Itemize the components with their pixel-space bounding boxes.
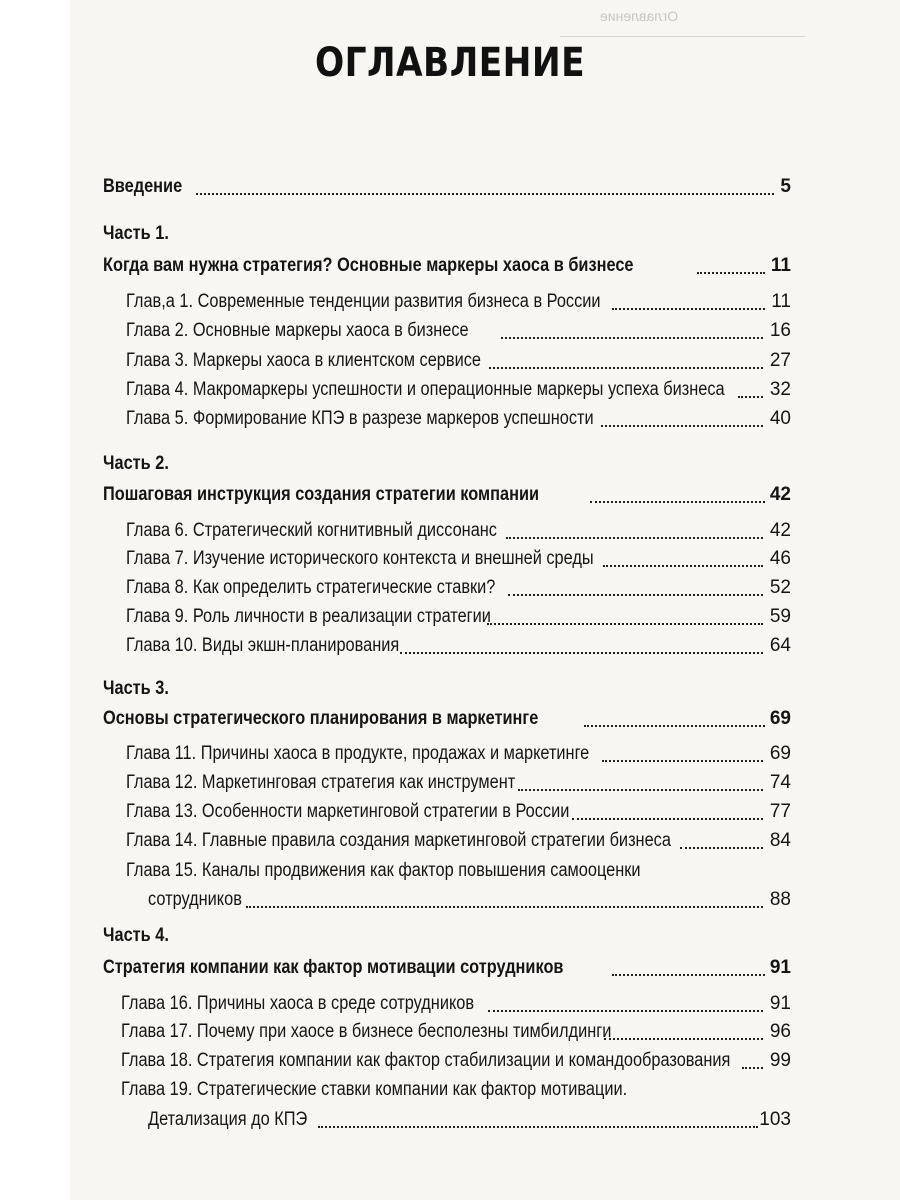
part-number: Часть 2. (103, 453, 169, 474)
dot-leader (196, 193, 774, 195)
toc-entry[interactable] (0, 827, 900, 855)
toc-entry[interactable] (0, 317, 900, 345)
dot-leader (488, 1010, 763, 1012)
dot-leader (501, 337, 763, 339)
toc-entry-label: Детализация до КПЭ (148, 1109, 308, 1130)
toc-entry-label: Глав,а 1. Современные тенденции развития бизнеса в России (126, 291, 601, 312)
toc-entry-label: Глава 6. Стратегический когнитивный диссонанс (126, 520, 497, 541)
toc-entry-page: 91 (769, 957, 791, 978)
toc-entry-continuation[interactable] (0, 886, 900, 914)
toc-entry-label: Глава 10. Виды экшн-планирования (126, 635, 400, 656)
toc-part-title[interactable] (0, 252, 900, 280)
toc-part-title[interactable] (0, 705, 900, 733)
toc-entry-label: Глава 5. Формирование КПЭ в разрезе маркеров успешности (126, 408, 594, 429)
toc-entry-label: Глава 13. Особенности маркетинговой стратегии в России (126, 801, 570, 822)
toc-entry-continuation[interactable] (0, 1106, 900, 1134)
page-title: ОГЛАВЛЕНИЕ (314, 40, 586, 86)
toc-entry-page: 11 (770, 255, 791, 276)
toc-entry-page: 42 (769, 520, 791, 541)
toc-entry-page: 64 (769, 635, 791, 656)
toc-entry[interactable] (0, 603, 900, 631)
dot-leader (318, 1126, 758, 1128)
toc-entry[interactable] (0, 517, 900, 545)
toc-entry-page: 69 (769, 743, 791, 764)
toc-entry-label: Глава 12. Маркетинговая стратегия как инструмент (126, 772, 516, 793)
toc-entry-page: 40 (769, 408, 791, 429)
part-number: Часть 1. (103, 223, 169, 244)
dot-leader (246, 906, 763, 908)
toc-entry-label: Глава 7. Изучение исторического контекста и внешней среды (126, 548, 594, 569)
toc-entry-page: 59 (769, 606, 791, 627)
toc-entry-label: Глава 14. Главные правила создания маркетинговой стратегии бизнеса (126, 830, 671, 851)
toc-entry-label: Глава 11. Причины хаоса в продукте, продажах и маркетинге (126, 743, 590, 764)
toc-entry-page: 52 (769, 577, 791, 598)
toc-entry[interactable] (0, 632, 900, 660)
toc-entry-multiline[interactable] (0, 1076, 900, 1104)
toc-entry[interactable] (0, 347, 900, 375)
toc-entry-label: Основы стратегического планирования в маркетинге (103, 708, 539, 729)
toc-entry[interactable] (0, 405, 900, 433)
toc-entry[interactable] (0, 990, 900, 1018)
toc-part-title[interactable] (0, 481, 900, 509)
toc-entry-label: Стратегия компании как фактор мотивации сотрудников (103, 957, 564, 978)
bleed-through-rule (560, 36, 805, 37)
toc-entry-page: 77 (769, 801, 791, 822)
toc-entry[interactable] (0, 376, 900, 404)
toc-entry-label: Введение (103, 176, 183, 197)
dot-leader (506, 537, 763, 539)
toc-entry-page: 91 (769, 993, 791, 1014)
toc-entry-label: Пошаговая инструкция создания стратегии компании (103, 484, 540, 505)
dot-leader (487, 623, 763, 625)
toc-entry-label: Глава 9. Роль личности в реализации стратегии (126, 606, 491, 627)
toc-entry-page: 16 (769, 320, 791, 341)
toc-entry-label: Глава 19. Стратегические ставки компании как фактор мотивации. (121, 1079, 628, 1100)
toc-entry-label: Глава 16. Причины хаоса в среде сотрудников (121, 993, 475, 1014)
part-number: Часть 4. (103, 925, 169, 946)
part-number: Часть 3. (103, 678, 169, 699)
toc-entry-page: 46 (769, 548, 791, 569)
toc-entry-label: Глава 8. Как определить стратегические ставки? (126, 577, 496, 598)
dot-leader (518, 789, 763, 791)
toc-part-title[interactable] (0, 954, 900, 982)
toc-entry-page: 99 (769, 1050, 791, 1071)
toc-entry-intro[interactable] (0, 173, 900, 201)
toc-entry-page: 42 (769, 484, 791, 505)
toc-entry[interactable] (0, 288, 900, 316)
toc-entry[interactable] (0, 545, 900, 573)
toc-entry[interactable] (0, 798, 900, 826)
dot-leader (400, 652, 763, 654)
dot-leader (489, 367, 763, 369)
toc-entry-label: Глава 4. Макромаркеры успешности и операционные маркеры успеха бизнеса (126, 379, 725, 400)
bleed-through-header: Оглавление (600, 8, 679, 24)
toc-entry-label: Глава 15. Каналы продвижения как фактор повышения самооценки (126, 860, 641, 881)
toc-entry[interactable] (0, 574, 900, 602)
toc-entry[interactable] (0, 1047, 900, 1075)
toc-entry-multiline[interactable] (0, 857, 900, 885)
toc-entry[interactable] (0, 740, 900, 768)
toc-entry-label: Когда вам нужна стратегия? Основные маркеры хаоса в бизнесе (103, 255, 634, 276)
dot-leader (508, 594, 763, 596)
toc-entry-label: Глава 18. Стратегия компании как фактор стабилизации и командообразования (121, 1050, 731, 1071)
toc-entry[interactable] (0, 769, 900, 797)
toc-entry[interactable] (0, 1018, 900, 1046)
toc-entry-label: Глава 17. Почему при хаосе в бизнесе бесполезны тимбилдинги (121, 1021, 612, 1042)
toc-entry-page: 69 (769, 708, 791, 729)
toc-entry-page: 32 (769, 379, 791, 400)
toc-entry-page: 74 (769, 772, 791, 793)
toc-entry-label: Глава 3. Маркеры хаоса в клиентском сервисе (126, 350, 481, 371)
toc-entry-page: 84 (769, 830, 791, 851)
toc-entry-page: 103 (759, 1109, 791, 1130)
toc-entry-page: 11 (771, 291, 791, 312)
toc-entry-label: сотрудников (148, 889, 242, 910)
toc-entry-label: Глава 2. Основные маркеры хаоса в бизнесе (126, 320, 469, 341)
toc-entry-page: 5 (780, 176, 791, 197)
toc-entry-page: 88 (769, 889, 791, 910)
toc-entry-page: 27 (769, 350, 791, 371)
toc-entry-page: 96 (769, 1021, 791, 1042)
